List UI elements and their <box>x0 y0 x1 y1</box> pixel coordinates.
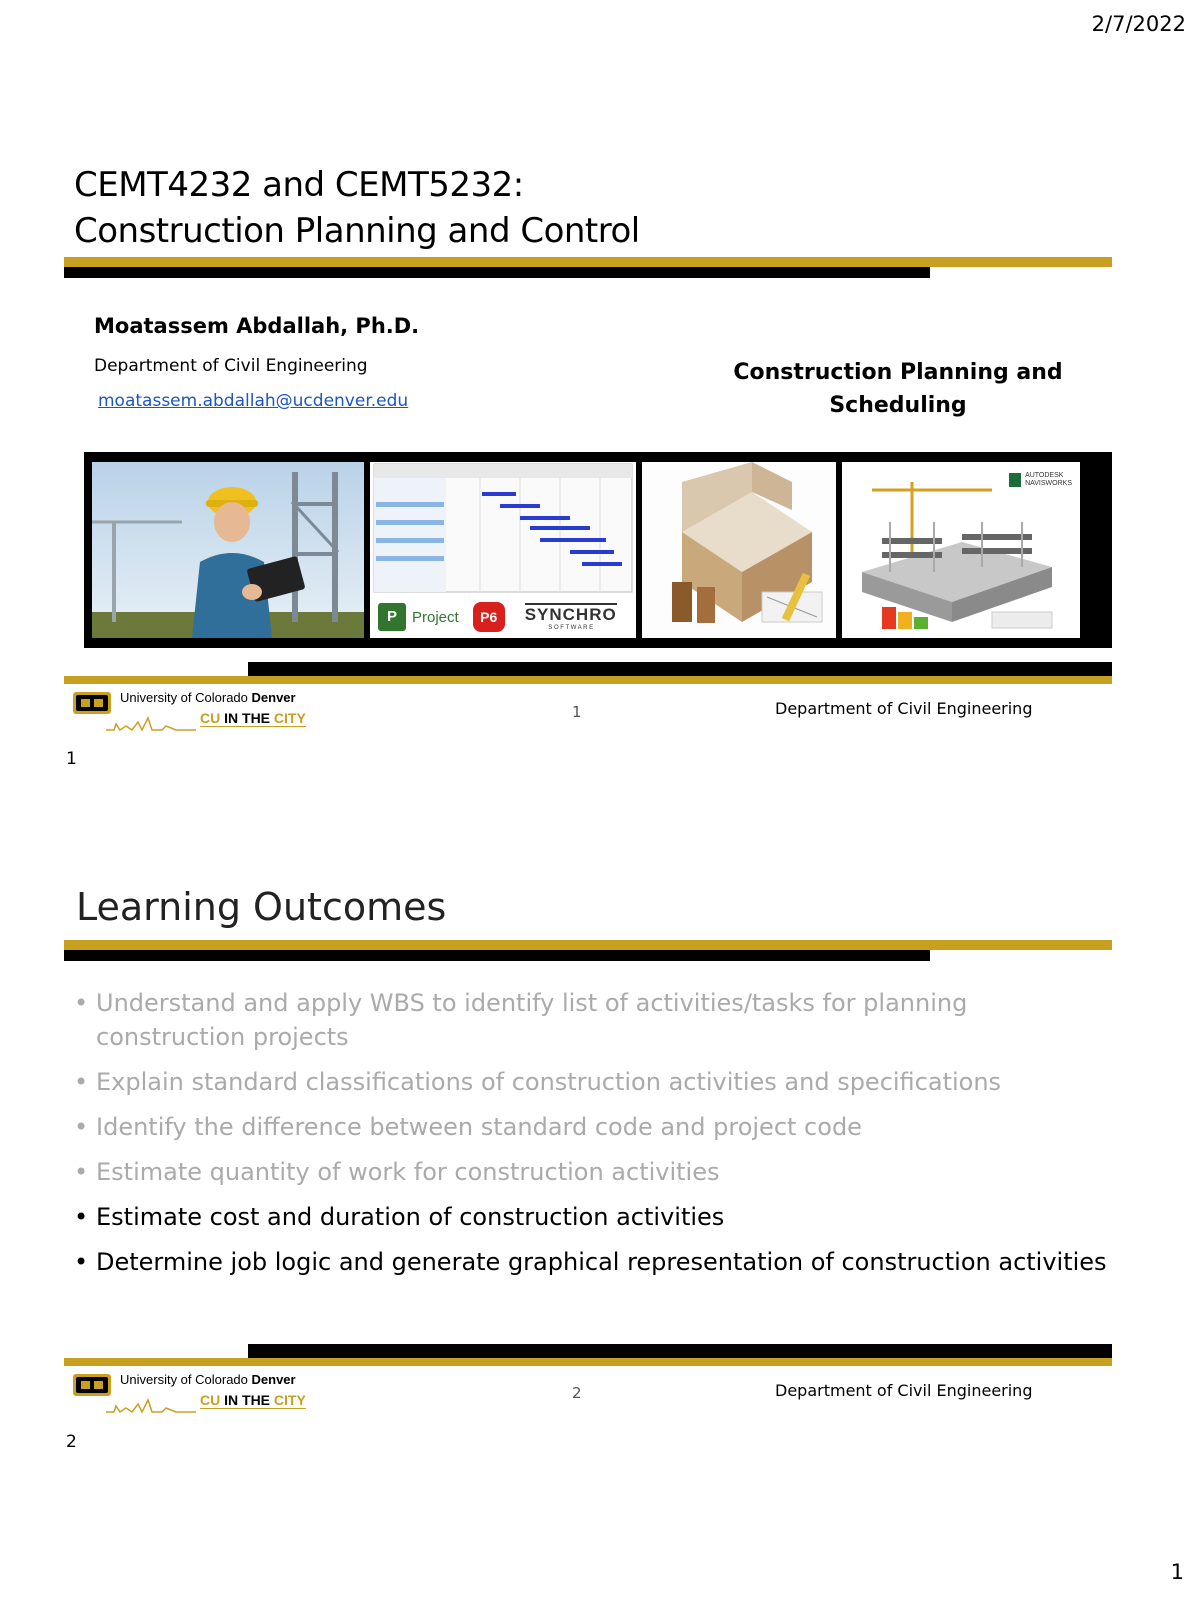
slide1-title-line2: Construction Planning and Control <box>74 211 640 251</box>
bullet-icon: • <box>74 989 89 1017</box>
author-email-link[interactable]: moatassem.abdallah@ucdenver.edu <box>98 391 409 411</box>
slide2-number: 2 <box>572 1384 582 1402</box>
list-item <box>74 1245 1124 1279</box>
ms-project-icon: P <box>378 603 406 631</box>
slide1-university-logo <box>72 688 332 736</box>
tag-in-the: IN THE <box>224 710 271 726</box>
slide1-title <box>74 162 640 254</box>
worker-photo <box>92 462 364 638</box>
slide2-university-logo <box>72 1370 332 1418</box>
learning-outcomes-list <box>74 986 1124 1290</box>
slide2-title: Learning Outcomes <box>76 885 447 929</box>
cu-in-the-city-tagline <box>200 1392 306 1409</box>
tag-cu: CU <box>200 710 221 726</box>
city-skyline-icon <box>106 1396 196 1414</box>
navisworks-building-image <box>842 462 1080 638</box>
list-item-text: Estimate quantity of work for construction activities <box>96 1158 720 1186</box>
university-name-bold: Denver <box>251 1372 296 1387</box>
tag-city: CITY <box>273 710 306 726</box>
slide1-title-rule-gold <box>64 257 1112 267</box>
image-strip <box>84 452 1112 648</box>
cu-in-the-city-tagline <box>200 710 306 727</box>
p6-logo-icon: P6 <box>473 602 505 632</box>
list-item <box>74 1110 1124 1144</box>
list-item <box>74 1155 1124 1189</box>
slide1-number: 1 <box>572 703 582 721</box>
software-logos <box>378 602 617 632</box>
tag-city: CITY <box>273 1392 306 1408</box>
subject-line1: Construction Planning and <box>733 360 1063 385</box>
author-name: Moatassem Abdallah, Ph.D. <box>94 314 420 338</box>
navisworks-line1: AUTODESK <box>1025 472 1064 479</box>
tag-in-the: IN THE <box>224 1392 271 1408</box>
synchro-sub: S O F T W A R E <box>548 625 594 631</box>
university-name <box>120 690 296 705</box>
slide1-page-label: 1 <box>66 749 77 769</box>
synchro-logo <box>525 603 617 631</box>
ms-project-label: Project <box>412 608 459 626</box>
list-item-text: Estimate cost and duration of construction activities <box>96 1203 725 1231</box>
bullet-icon: • <box>74 1248 89 1276</box>
gantt-software-image <box>370 462 636 638</box>
list-item-text: Determine job logic and generate graphical representation of construction activities <box>96 1248 1107 1276</box>
slide2-footer-rule-black <box>248 1344 1112 1358</box>
navisworks-icon <box>1009 473 1021 487</box>
city-skyline-icon <box>106 714 196 732</box>
list-item <box>74 986 1124 1054</box>
page-number: 1 <box>1170 1560 1184 1584</box>
slide2-footer-rule-gold <box>64 1358 1112 1366</box>
course-subject <box>712 356 1084 422</box>
list-item <box>74 1065 1124 1099</box>
slide1-footer-rule-black <box>248 662 1112 676</box>
list-item-text: Understand and apply WBS to identify list of activities/tasks for planning construction projects <box>96 989 968 1051</box>
university-name <box>120 1372 296 1387</box>
navisworks-text <box>1025 472 1072 488</box>
slide2-page-label: 2 <box>66 1432 77 1452</box>
house-cutaway-image <box>642 462 836 638</box>
bullet-icon: • <box>74 1113 89 1141</box>
print-date: 2/7/2022 <box>1091 12 1186 36</box>
slide1-title-line1: CEMT4232 and CEMT5232: <box>74 165 524 205</box>
navisworks-line2: NAVISWORKS <box>1025 480 1072 487</box>
slide2-title-rule-black <box>64 950 930 961</box>
bullet-icon: • <box>74 1203 89 1231</box>
university-name-bold: Denver <box>251 690 296 705</box>
subject-line2: Scheduling <box>829 393 967 418</box>
synchro-label: SYNCHRO <box>524 605 617 624</box>
slide1-footer-rule-gold <box>64 676 1112 684</box>
slide1-footer-department: Department of Civil Engineering <box>775 699 1033 718</box>
list-item-text: Identify the difference between standard code and project code <box>96 1113 862 1141</box>
bullet-icon: • <box>74 1068 89 1096</box>
university-name-text: University of Colorado <box>120 690 248 705</box>
bullet-icon: • <box>74 1158 89 1186</box>
navisworks-logo <box>1009 472 1072 488</box>
tag-cu: CU <box>200 1392 221 1408</box>
list-item-text: Explain standard classifications of construction activities and specifications <box>96 1068 1002 1096</box>
slide2-title-rule-gold <box>64 940 1112 950</box>
list-item <box>74 1200 1124 1234</box>
slide1-title-rule-black <box>64 267 930 278</box>
slide2-footer-department: Department of Civil Engineering <box>775 1381 1033 1400</box>
author-department: Department of Civil Engineering <box>94 356 368 376</box>
university-name-text: University of Colorado <box>120 1372 248 1387</box>
